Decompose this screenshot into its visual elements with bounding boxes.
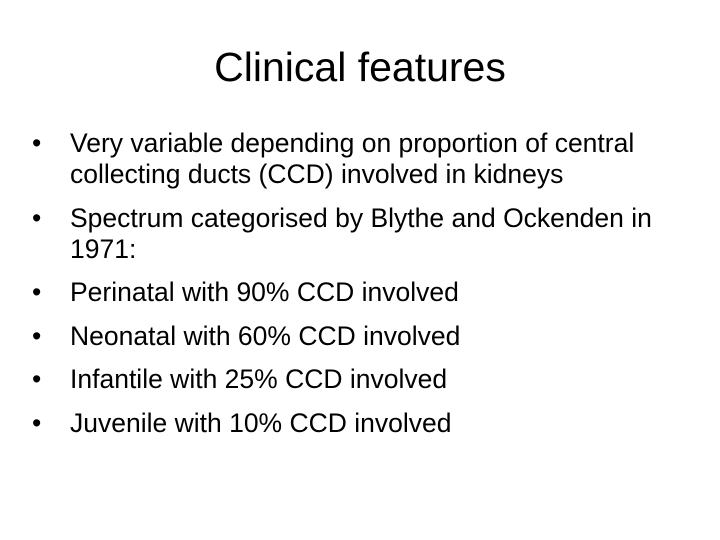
bullet-item [32, 408, 672, 439]
bullet-item [32, 277, 672, 308]
bullet-text: Perinatal with 90% CCD involved [70, 277, 459, 307]
slide-title: Clinical features [214, 44, 506, 90]
bullet-text: Spectrum categorised by Blythe and Ockenden in 1971: [70, 202, 652, 264]
bullet-list [32, 128, 672, 451]
bullet-item [32, 128, 672, 190]
bullet-text: Juvenile with 10% CCD involved [70, 407, 452, 438]
bullet-text: Infantile with 25% CCD involved [70, 364, 448, 394]
bullet-item [32, 203, 672, 265]
bullet-item [32, 321, 672, 352]
bullet-dot-icon: • [32, 364, 42, 394]
bullet-text: Very variable depending on proportion of central collecting ducts (CCD) involved in kidneys [70, 128, 635, 189]
bullet-item [32, 364, 672, 395]
bullet-dot-icon: • [32, 320, 42, 351]
bullet-dot-icon: • [32, 202, 42, 233]
bullet-dot-icon: • [32, 128, 42, 158]
bullet-text: Neonatal with 60% CCD involved [70, 320, 461, 351]
bullet-dot-icon: • [32, 277, 42, 307]
bullet-dot-icon: • [32, 407, 42, 438]
